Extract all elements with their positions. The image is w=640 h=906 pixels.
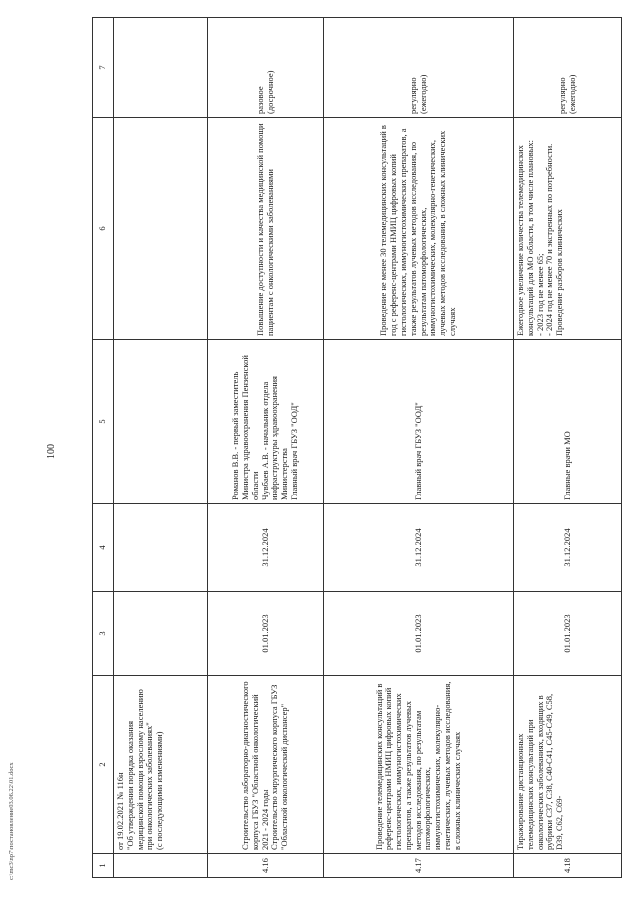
- result-cell: Проведение не менее 30 телемедицинских консультаций в год с референс-центрами НМИЦ цифровых копий гистологических, иммуногистохимических препаратов, а также результатов лучевых методов исследования, по результатам патоморфологических, иммуногистохимических, молекулярно-генетических, лучевых методов исследования, в сложных клинических случаях: [324, 118, 514, 340]
- row-number: 4.18: [514, 854, 622, 878]
- period-cell: регулярно (ежегодно): [324, 18, 514, 118]
- start-date: 01.01.2023: [208, 592, 324, 676]
- start-date: [114, 592, 208, 676]
- rotated-table-container: [92, 18, 616, 878]
- col-header-3: 3: [93, 592, 114, 676]
- header-row: [93, 18, 114, 878]
- col-header-1: 1: [93, 854, 114, 878]
- table-row: [114, 18, 208, 878]
- row-number: 4.17: [324, 854, 514, 878]
- row-number: 4.16: [208, 854, 324, 878]
- period-cell: разовое (досрочное): [208, 18, 324, 118]
- row-number: [114, 854, 208, 878]
- period-cell: регулярно (ежегодно): [514, 18, 622, 118]
- col-header-2: 2: [93, 676, 114, 854]
- result-cell: Ежегодное увеличение количества телемедицинских консультаций для МО области, в том числе плановых: - 2023 год не менее 65; - 2024 год не менее 70 и экстренных по потребности. Проведение разборов клинических: [514, 118, 622, 340]
- end-date: 31.12.2024: [514, 504, 622, 592]
- period-cell: [114, 18, 208, 118]
- responsible-cell: Главный врач ГБУЗ "ООД": [324, 340, 514, 504]
- result-cell: [114, 118, 208, 340]
- col-header-4: 4: [93, 504, 114, 592]
- activity-cell: Строительство лабораторно-диагностического корпуса ГБУЗ "Областной онкологический 2021 - 2024 годы Строительство хирургического корпуса ГБУЗ "Областной онкологический диспансер": [208, 676, 324, 854]
- activity-cell: от 19.02.2021 № 116н "Об утверждении порядка оказания медицинской помощи взрослому населению при онкологических заболеваниях" (с последующими изменениями): [114, 676, 208, 854]
- end-date: 31.12.2024: [324, 504, 514, 592]
- end-date: [114, 504, 208, 592]
- col-header-6: 6: [93, 118, 114, 340]
- table-row: [208, 18, 324, 878]
- activity-cell: Тиражирование дистанционных телемедицинских консультаций при онкологических заболеваниях, входящих в рубрики C37, C38, C40-C41, C45-C49, C58, D39, C62, C69-: [514, 676, 622, 854]
- table-row: [514, 18, 622, 878]
- plan-table: [92, 17, 622, 878]
- start-date: 01.01.2023: [514, 592, 622, 676]
- col-header-7: 7: [93, 18, 114, 118]
- table-row: [324, 18, 514, 878]
- result-cell: Повышение доступности и качества медицинской помощи пациентам с онкологическими заболеваниями: [208, 118, 324, 340]
- activity-cell: Проведение телемедицинских консультаций в референс-центрами НМИЦ цифровых копий гистологических, иммуногистохимических препаратов, а также результатов лучевых методов исследования, по результатам патоморфологических, иммуногистохимических, молекулярно-генетических, лучевых методов исследования, в сложных клинических случаях: [324, 676, 514, 854]
- end-date: 31.12.2024: [208, 504, 324, 592]
- footer-file-path: c:\mc3\np7\постановление03.06.22\01.docx: [8, 762, 15, 880]
- responsible-cell: Романов В.В. - первый заместитель Министра здравоохранения Пензенской области Чувбаев А.В. - начальник отдела инфраструктуры здравоохранения Министерства Главный врач ГБУЗ "ООД": [208, 340, 324, 504]
- responsible-cell: Главные врачи МО: [514, 340, 622, 504]
- page-number: 100: [46, 444, 57, 459]
- start-date: 01.01.2023: [324, 592, 514, 676]
- responsible-cell: [114, 340, 208, 504]
- col-header-5: 5: [93, 340, 114, 504]
